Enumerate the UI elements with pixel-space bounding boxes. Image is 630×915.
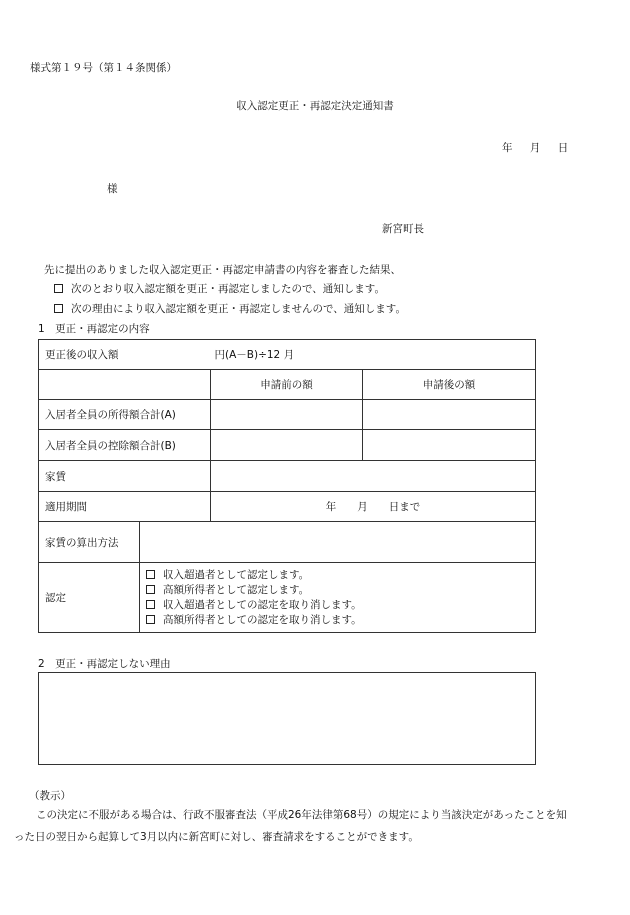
section2-heading: 2 更正・再認定しない理由 <box>38 658 171 670</box>
checkbox-icon <box>54 284 63 293</box>
checkbox-icon <box>54 304 63 313</box>
date-day: 日 <box>557 142 569 154</box>
issuer: 新宮町長 <box>382 223 424 235</box>
checkbox-icon <box>146 615 155 624</box>
checkbox-icon <box>146 600 155 609</box>
deduction-total-label: 入居者全員の控除額合計(B) <box>39 430 211 461</box>
certification-options <box>140 563 536 633</box>
document-title: 収入認定更正・再認定決定通知書 <box>236 100 394 112</box>
table-row <box>39 430 536 461</box>
notice-body <box>14 804 614 848</box>
rent-method-value[interactable] <box>140 522 536 563</box>
rent-method-label: 家賃の算出方法 <box>39 522 140 563</box>
income-total-before[interactable] <box>211 400 363 430</box>
option-correct-label: 次のとおり収入認定額を更正・再認定しましたので、通知します。 <box>71 283 385 295</box>
period-value: 年 月 日まで <box>211 492 536 522</box>
notice-line: った日の翌日から起算して3月以内に新宮町に対し、審査請求をすることができます。 <box>14 831 419 843</box>
table-row <box>39 400 536 430</box>
rent-label: 家賃 <box>39 461 211 492</box>
option-correct <box>54 281 385 296</box>
header-blank <box>39 370 211 400</box>
certification-option-label: 収入超過者としての認定を取り消します。 <box>163 598 362 611</box>
checkbox-icon <box>146 585 155 594</box>
intro-text: 先に提出のありました収入認定更正・再認定申請書の内容を審査した結果、 <box>44 264 401 276</box>
table-row <box>39 370 536 400</box>
deduction-total-before[interactable] <box>211 430 363 461</box>
period-label: 適用期間 <box>39 492 211 522</box>
income-total-label: 入居者全員の所得額合計(A) <box>39 400 211 430</box>
certification-option[interactable] <box>146 613 529 628</box>
income-formula: 円(A－B)÷12 月 <box>214 349 295 361</box>
table-row <box>39 340 536 370</box>
col-before-header: 申請前の額 <box>211 370 363 400</box>
income-total-after[interactable] <box>363 400 536 430</box>
checkbox-icon <box>146 570 155 579</box>
section1-heading: 1 更正・再認定の内容 <box>38 323 150 335</box>
table-row <box>39 492 536 522</box>
certification-option[interactable] <box>146 583 529 598</box>
certification-option-label: 高額所得者として認定します。 <box>163 583 310 596</box>
certification-option[interactable] <box>146 598 529 613</box>
table-row <box>39 522 536 563</box>
income-label: 更正後の収入額 <box>45 349 119 361</box>
reason-box[interactable] <box>38 672 536 765</box>
certification-option-label: 収入超過者として認定します。 <box>163 568 310 581</box>
date-year: 年 <box>502 142 513 154</box>
certification-label: 認定 <box>39 563 140 633</box>
table-row <box>39 461 536 492</box>
table-row <box>39 563 536 633</box>
form-number: 様式第１９号（第１４条関係） <box>30 62 177 74</box>
notice-line: この決定に不服がある場合は、行政不服審査法（平成26年法律第68号）の規定により当該決定があったことを知 <box>36 809 567 821</box>
addressee-suffix: 様 <box>107 183 118 195</box>
certification-option[interactable] <box>146 568 529 583</box>
certification-option-label: 高額所得者としての認定を取り消します。 <box>163 613 362 626</box>
option-not-correct <box>54 301 406 316</box>
income-cell <box>39 340 536 370</box>
col-after-header: 申請後の額 <box>363 370 536 400</box>
rent-value[interactable] <box>211 461 536 492</box>
notice-heading: （教示） <box>29 790 71 802</box>
date-month: 月 <box>529 142 541 154</box>
option-not-correct-label: 次の理由により収入認定額を更正・再認定しませんので、通知します。 <box>71 303 406 315</box>
correction-table <box>38 339 536 633</box>
date-line <box>502 140 568 155</box>
deduction-total-after[interactable] <box>363 430 536 461</box>
